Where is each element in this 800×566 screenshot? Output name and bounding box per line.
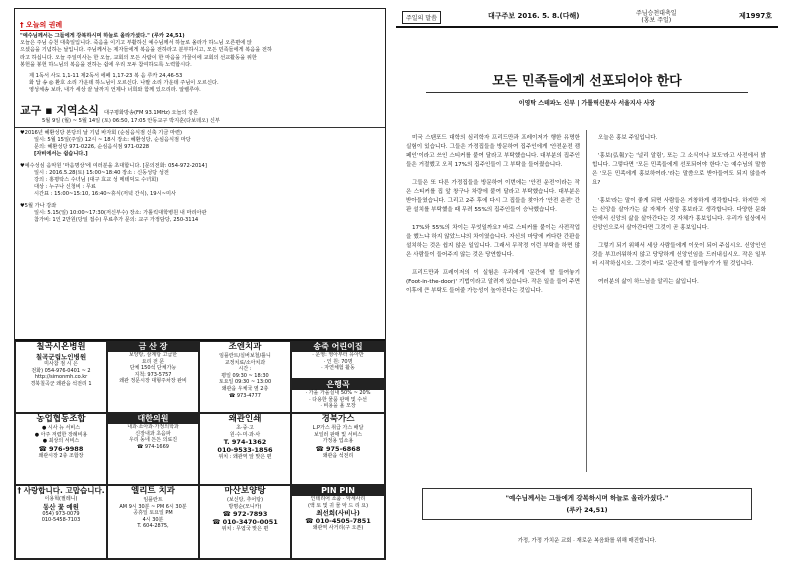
news-item: 일시 : 2016.5.28(토) 15:00~18:40 장소 : 신동성당 성전 [34,169,169,176]
ad-box [291,379,385,413]
ad-title: 농업협동조합 [36,414,86,424]
ad-line: (보신탕, 추어탕) [226,497,264,503]
ad-line: 왜관읍 석전리 [322,452,354,459]
ad-title: 금 산 장 [108,342,198,352]
issue-date: 대구주보 2016. 5. 8.(다해) [488,12,580,20]
ad-line: · 다용한 물품 판매 및 수선 [309,396,367,403]
news-item: 문의: 혜환성당 971-0226, 순심음식점 971-0228 [34,144,150,151]
ad-box [107,413,199,485]
ad-line: 요리 전 문 [141,358,165,365]
ad-box [15,485,107,559]
ad-line: 인테리어 소품 · 악세사리 [310,496,366,502]
ad-line: 방명순(모니카) [228,503,262,510]
ad-title: 칠곡시온병원 [36,342,86,352]
readings [15,73,385,95]
ad-line: 지척: 973-5757 [134,371,172,378]
intro-line: 오늘은 주님 승천 대축일입니다. 죽음을 이기고 부활하신 예수님께서 하늘로 올라가 하느님 오른편에 앉 [20,40,252,47]
paragraph: 오늘은 홍보 주일입니다. [598,135,658,141]
ad-line: AM 9시 30분 ~ PM 6시 30분 [119,503,187,510]
reading-line: 영성체송 보라, 내가 세상 끝 날까지 언제나 너희와 함께 있으리라. 알렐루야. [29,87,201,94]
ad-title: 마산보양탕 [224,486,266,496]
news-sub: 대구평화방송(FM 93.1MHz) 오늘의 강론 [103,109,199,116]
ad-title: † 사랑합니다. 고맙습니다. [17,486,105,495]
reading-line: 화 답 송 ◎ 환호 소리 가운데 하느님이 오르신다. 나팔 소리 가운데 주님이 오르신다. [29,80,219,87]
ad-line: 경북칠곡군 왜관읍 석전리 1 [30,380,92,387]
left-bulletin-text [15,9,385,340]
paragraph: '홍보'라는 말이 좋게 되면 사람들은 거창하게 생각합니다. 하지만 저는 신앙을 살아가는 삶 자체가 신앙 홍보라고 생각합니다. 다양한 문화 안에서 신앙의 삶을 살아간다는 것 자체가 홍보입니다. 우리가 일상에서 신앙인으로서 살아간다면 그것이 곧 홍보입니다. [592,198,766,231]
ad-line: T. 974-1362 [223,438,267,447]
article-author: 이영탁 스테파노 신부 | 가톨릭신문사 서울지사 사장 [518,100,656,107]
ad-line: 교정치료/소아치과 [224,359,266,366]
ad-box [107,485,199,559]
feast-line: (홍보 주일) [641,17,672,24]
reading-line: 제 1독서 사도 1,1-11 제2독서 에페 1,17-23 복 음 루카 24,46-53 [29,73,183,80]
section-tag: 주일의 말씀 [402,11,441,24]
ad-box [15,341,107,413]
article-column-1 [406,134,580,305]
paragraph: 17%와 55%의 차이는 무엇일까요? 바로 스티커를 붙이는 사전작업을 했느냐 하지 않았느냐의 차이였습니다. 자신의 마당에 커다란 간판을 설치하는 것은 쉽지 않은 일입니다. 그래서 무작정 이런 부탁을 하면 많은 사람들이 들어주지 않는 것은 당연합니다. [406,225,580,258]
scripture-quote-box [422,488,752,520]
ad-line: · 가을 가을실내 50% ~ 20% [305,390,371,396]
quote-text: "예수님께서는 그들에게 강복하시며 하늘로 올라가셨다." [505,494,669,502]
news-sub2: 5월 9일 (월) ~ 5월 14일 (토) 06:50, 17:05 안동교구 박지훈(다보데오) 신부 [42,117,220,124]
news-item: ♥예수성심 음악원 '마음명상'에 여러분을 초대합니다. [문의전화: 054-972-2014] [20,162,207,169]
ad-line: 원·수·미·과·사 [229,431,261,438]
ad-line: ☎ 973-4777 [229,392,261,399]
ad-title: 경북가스 [321,414,355,424]
ad-line: 신장내과 초음파 [135,430,171,437]
ad-line: 미사참 점 시 은 [44,361,78,367]
ad-line: 054) 973-0079 [42,510,80,517]
ad-line: ☎ 976-9988 [38,444,84,453]
paragraph: 여러분의 삶이 하느님을 알리는 삶입니다. [598,279,699,285]
intro-line: 봉헌을 봉헌 하느님의 복음을 전하는 쉽에 우리 모두 참여하도록 노력합시다. [20,61,192,68]
article-title: 모든 민족들에게 선포되어야 한다 [492,74,682,89]
paragraph: 그들은 또 다른 가정집들을 방문하여 이번에는 '안전 운전'이라는 작은 스티커를 집 앞 창구나 차량에 붙여 달라고 부탁했습니다. 대부분은 받아들였습니다. 그리고 2주 후에 다시 그 집들을 찾아가 '안전 운전' 간판 설치를 부탁했을 때 무려 55%의 집주인들이 승낙했습니다. [406,180,580,213]
ad-line: 4시 30분 [142,516,164,523]
ad-line: 시간 : [238,366,252,373]
ad-line: 보일러 판매 및 서비스 [313,431,363,438]
ad-line: 공휴일 토요일 PM [133,510,173,517]
ad-line: 왜관역 사거리(구 오픈) [312,525,364,532]
news-section [15,99,385,125]
quote-ref: (루카 24,51) [566,506,608,514]
news-item: 대상 : 누구나 신청비 : 무료 [34,184,96,191]
ad-box [291,413,385,485]
bulletin-header [396,8,778,28]
ad-line: L.P가스 취급 가스 배달 [312,425,364,431]
ad-line: 임플란트/실버보철/틀니 [219,353,271,359]
news-title: 교구 ▪ 지역소식 [20,103,99,117]
ad-line: ☎ 972-7893 [222,510,268,519]
paragraph: '홍보(弘報)'는 '널리 알림', 또는 그 소식이나 보도'라고 사전에서 밝힙니다. 그렇다면 '모든 민족들에게 선포되어야 한다.'는 예수님의 말씀은 '모든 민족에게 홍보하여라.'라는 말씀으로 받아들여도 되지 않을까요? [592,153,766,186]
paragraph: 그렇기 되기 위해서 세상 사람들에게 이웃이 되어 주십시오. 신앙인인 것을 부끄러워하지 않고 당당하게 신앙인임을 드러내십시오. 작은 일부터 시작하십시오. 그것이 바로 '문간에 발 들여놓기'가 될 것입니다. [592,243,766,267]
ads-grid [15,339,385,559]
news-item: 시간표 : 15:00~15:10, 16:40~휴식(저녁 간식), 19시~미사 [34,191,176,198]
ad-line: ☎ 010-3470-0051 [212,518,278,527]
ad-line: 보양탕, 삼계탕 고급한 [128,352,178,358]
left-page [14,8,386,560]
ad-line: ☎ 010-4505-7851 [305,517,371,526]
ad-line: · 인 원: 70명 [323,358,353,365]
ad-line: · 운영: 영아부터 유아반 [312,352,364,358]
ad-title: 조엔치과 [228,342,262,352]
ad-line: ● 시사 뉴 서비스 [41,425,81,431]
ad-title: 엘리트 치과 [130,486,175,496]
intro-line: 라고 하십니다. 오늘 주일미사는 한 오늘, 교회의 모든 사람이 한 마음을 가꿀이에 교회의 선교활동을 위한 [20,54,257,61]
issue-number: 제1997호 [738,12,772,20]
ad-box [291,485,385,559]
ad-line: 우리 동네 든든 의료진 [128,437,178,444]
ad-line: 위치 : 왜관역 앞 맞은 편 [218,454,272,461]
ad-line: 전화) 054-976-0401 ~ 2 [31,367,91,374]
intro-line: 으셨음을 기념하는 날입니다. 주님께서는 제자들에게 복음을 전하라고 분부하시고, 모든 민족들에게 복음을 전하 [20,47,272,54]
ad-line: 단체 150석 단체가능 [129,365,177,372]
ad-box [199,485,291,559]
ad-line: ● 최상의 서비스 [42,438,80,445]
news-item: 일시: 5월 15일(주일) 12시 ~ 18시 장소: 혜환성당, 순심음식점 마당 [34,137,191,144]
ad-line: ☎ 974-1669 [137,443,169,450]
ad-title: 대한의원 [108,414,198,424]
feast-name [636,10,677,24]
ad-line: 왜관읍 우체국 옆 2층 [221,385,269,392]
news-item: 참가비: 1인 2만원(당일 접수) 무료추가 문의: 교구 가정담당, 250-3114 [34,217,199,224]
ad-title: 은행곡 [292,380,384,390]
ad-line: 왜관 정문시장 대형주차장 완비 [119,378,187,385]
footer-slogan: 가정, 가정 가치운 교회 · 재로운 복음화를 위해 매진합니다. [517,538,657,544]
ad-line: 칠곡군립노인병원 [35,353,87,361]
ad-line: 왜관시장 2층 조합장 [38,452,84,459]
ad-line: (액 토 및 귀 물 악 드 리 요) [307,502,369,509]
intro-line: "예수님께서는 그들에게 강복하시며 하늘로 올라가셨다." (루카 24,51) [20,33,185,39]
ad-line: 내과·소아과·가정의학과 [127,424,179,430]
ad-line: 임플란트 [143,497,163,503]
right-page [396,8,778,558]
ad-line: ☎ 975-6868 [315,444,361,453]
news-item: [자비에서는 쉽습니다.] [34,151,88,158]
ad-line: http://simonmh.co.kr [34,374,88,381]
ad-box [291,341,385,379]
ad-box [107,341,199,413]
ad-box [199,341,291,413]
ad-title: PIN PIN [292,486,384,496]
ad-line: 최선희(사비나) [316,509,360,518]
ad-box [199,413,291,485]
title-rule [426,92,748,93]
intro-text [15,33,385,69]
ad-line: 이용혁(필레니) [44,496,78,502]
ad-title: 송죽 어린이집 [292,342,384,352]
ad-line: T. 604-2875, [137,523,169,530]
ad-line: 위치 : 무엽국 맞은 편 [221,526,269,533]
ad-line: 동산 꽃 예원 [43,502,79,511]
ad-line: 010-5458-7103 [41,517,81,524]
ad-line: 평일 09:30 ~ 18:30 [221,372,269,379]
ad-title: 왜관인쇄 [228,414,262,424]
paragraph: 미국 스탠포드 대학의 심리학자 프리드만과 프레이저가 행한 유명한 실험이 있습니다. 그들은 가정집들을 방문하여 집주인에게 '안전운전 캠페인'이라고 쓰인 스티커를 붙여 달라고 부탁했습니다. 대부분의 집주인들은 거절했고 오직 17%의 집주인들이 그 부탁을 들어줬습니다. [406,135,580,168]
column-divider [586,130,587,472]
paragraph: 프리드만과 프레이저의 이 실험은 우리에게 '문간에 발 들여놓기(Foot-in-the-door)' 기법이라고 알려져 있습니다. 작은 일을 들어 주면 이후에 큰 부탁도 들어줄 가능성이 높아진다는 것입니다. [406,270,580,294]
ad-line: ● 아주 저렴한 장례비용 [34,431,88,438]
news-item: 강의 : 홍평탁스 수녀님 (대구 효교 성 메테딕도 수녀회) [34,177,159,184]
news-item: ♥5월 가나 강좌 [20,202,57,209]
feast-line: 주님승천대축일 [636,10,677,17]
ad-line: 초·중·고 [236,425,254,431]
ad-line: 가정용 업소용 [322,438,354,445]
ad-line: 토요일 09:30 ~ 13:00 [218,379,272,386]
news-items [15,130,385,224]
today-header: † 오늘의 권례 [20,21,63,29]
ad-box [15,413,107,485]
ad-line: · 비용을 올 모장 [320,403,356,410]
news-item: 일시: 5.15(일) 10:00~17:30(저신부수) 장소: 가톨릭대학병원 내 마리아관 [34,209,207,216]
article-column-2 [592,134,766,296]
ad-line: 010-9533-1856 [217,446,273,455]
news-item: ♥2016년 혜환성당 본당의 날 기념 바자회 (순심음식점 신축 기금 마련) [20,129,183,136]
ad-line: · 자연체험 활동 [321,365,355,372]
